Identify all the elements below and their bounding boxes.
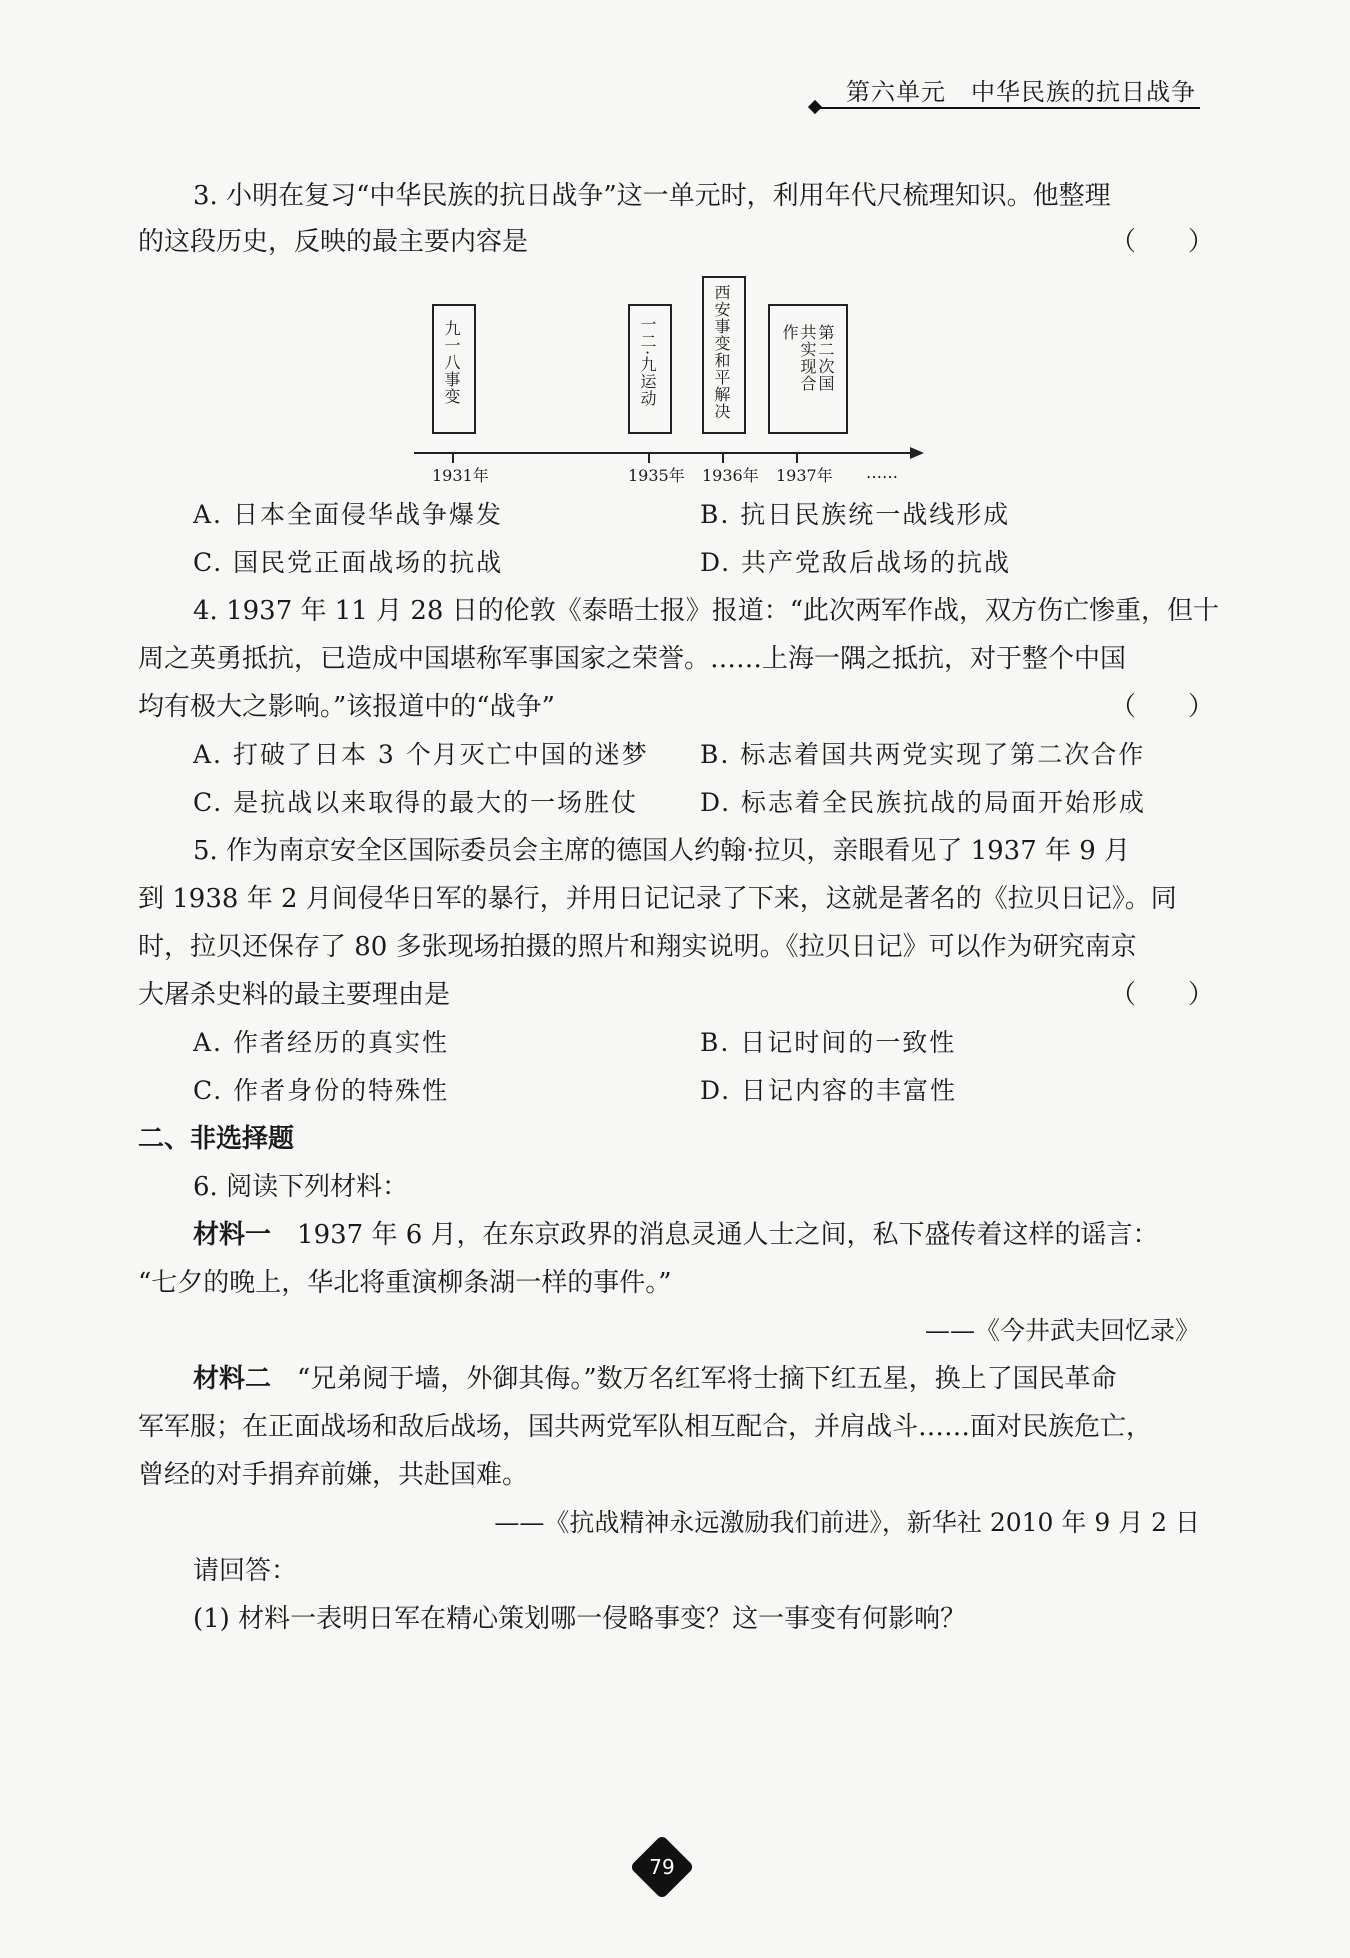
q5-answer-paren[interactable]: （ ）: [1110, 980, 1215, 1010]
timeline-axis: [414, 452, 914, 454]
q6-prompt: 请回答：: [193, 1556, 298, 1586]
q4-answer-paren[interactable]: （ ）: [1110, 692, 1215, 722]
timeline-event-2: 一二·九运动: [638, 316, 657, 408]
q4-option-c[interactable]: C. 是抗战以来取得的最大的一场胜仗: [193, 788, 639, 817]
q4-option-a[interactable]: A. 打破了日本 3 个月灭亡中国的迷梦: [193, 740, 649, 769]
timeline-tick: [722, 453, 724, 463]
timeline-year-1936: 1936年: [702, 466, 759, 485]
timeline-year-1935: 1935年: [628, 466, 685, 485]
section-title: 二、非选择题: [138, 1124, 295, 1154]
timeline-tick: [796, 453, 798, 463]
q3-option-d[interactable]: D. 共产党敌后战场的抗战: [700, 548, 1012, 577]
q5-stem-line-4: 大屠杀史料的最主要理由是: [138, 980, 451, 1010]
q6-material-2-line-3: 曾经的对手捐弃前嫌，共赴国难。: [138, 1460, 529, 1490]
q3-answer-paren[interactable]: （ ）: [1110, 227, 1215, 257]
q6-material-2-source: ——《抗战精神永远激励我们前进》，新华社 2010 年 9 月 2 日: [494, 1508, 1200, 1537]
q5-option-d[interactable]: D. 日记内容的丰富性: [700, 1076, 958, 1105]
timeline-ellipsis: ……: [866, 463, 898, 482]
q6-intro: 6. 阅读下列材料：: [193, 1172, 409, 1202]
q4-stem-line-3: 均有极大之影响。”该报道中的“战争”: [138, 692, 555, 722]
material-2-text: “兄弟阋于墙，外御其侮。”数万名红军将士摘下红五星，换上了国民革命: [297, 1364, 1117, 1394]
q4-stem-line-2: 周之英勇抵抗，已造成中国堪称军事国家之荣誉。……上海一隅之抵抗，对于整个中国: [138, 644, 1127, 674]
timeline-year-1937: 1937年: [776, 466, 833, 485]
q4-option-b[interactable]: B. 标志着国共两党实现了第二次合作: [700, 740, 1146, 769]
q6-material-2-line-1: [193, 1359, 1253, 1399]
q5-option-b[interactable]: B. 日记时间的一致性: [700, 1028, 957, 1057]
material-2-label: 材料二: [193, 1364, 272, 1394]
unit-title: 第六单元 中华民族的抗日战争: [846, 78, 1196, 106]
q3-option-a[interactable]: A. 日本全面侵华战争爆发: [193, 500, 503, 529]
q3-option-c[interactable]: C. 国民党正面战场的抗战: [193, 548, 504, 577]
q4-option-d[interactable]: D. 标志着全民族抗战的局面开始形成: [700, 788, 1147, 817]
timeline-tick: [452, 453, 454, 463]
q6-material-1-source: ——《今井武夫回忆录》: [924, 1316, 1200, 1345]
q5-option-c[interactable]: C. 作者身份的特殊性: [193, 1076, 450, 1105]
q6-material-2-line-2: 军军服；在正面战场和敌后战场，国共两党军队相互配合，并肩战斗……面对民族危亡，: [138, 1412, 1153, 1442]
q6-material-1-line-2: “七夕的晚上，华北将重演柳条湖一样的事件。”: [138, 1268, 672, 1298]
q6-subquestion-1: (1) 材料一表明日军在精心策划哪一侵略事变？这一事变有何影响？: [193, 1604, 967, 1634]
header-rule: [816, 107, 1200, 109]
material-1-text: 1937 年 6 月，在东京政界的消息灵通人士之间，私下盛传着这样的谣言：: [297, 1220, 1159, 1250]
timeline-arrow-icon: [910, 447, 924, 459]
q3-stem-line-2: 的这段历史，反映的最主要内容是: [138, 227, 529, 257]
timeline-event-3: 西安事变和平解决: [712, 284, 731, 420]
q5-stem-line-3: 时，拉贝还保存了 80 多张现场拍摄的照片和翔实说明。《拉贝日记》可以作为研究南京: [138, 932, 1137, 962]
page-number: 79: [649, 1855, 675, 1879]
q3-timeline: [410, 270, 930, 500]
q5-stem-line-2: 到 1938 年 2 月间侵华日军的暴行，并用日记记录了下来，这就是著名的《拉贝日记》。同: [138, 884, 1177, 914]
running-header: [780, 78, 1200, 118]
material-1-label: 材料一: [193, 1220, 272, 1250]
q5-option-a[interactable]: A. 作者经历的真实性: [193, 1028, 449, 1057]
q6-material-1-line-1: [193, 1215, 1253, 1255]
q3-option-b[interactable]: B. 抗日民族统一战线形成: [700, 500, 1011, 529]
timeline-event-4: 第二次国共实现合作: [780, 324, 835, 392]
q3-stem-line-1: 3. 小明在复习“中华民族的抗日战争”这一单元时，利用年代尺梳理知识。他整理: [193, 181, 1111, 211]
q4-stem-line-1: 4. 1937 年 11 月 28 日的伦敦《泰晤士报》报道：“此次两军作战，双方伤亡惨重，但十: [193, 596, 1220, 626]
timeline-event-1: 九一八事变: [442, 320, 461, 405]
timeline-tick: [648, 453, 650, 463]
timeline-year-1931: 1931年: [432, 466, 489, 485]
q5-stem-line-1: 5. 作为南京安全区国际委员会主席的德国人约翰·拉贝，亲眼看见了 1937 年 9 月: [193, 836, 1131, 866]
